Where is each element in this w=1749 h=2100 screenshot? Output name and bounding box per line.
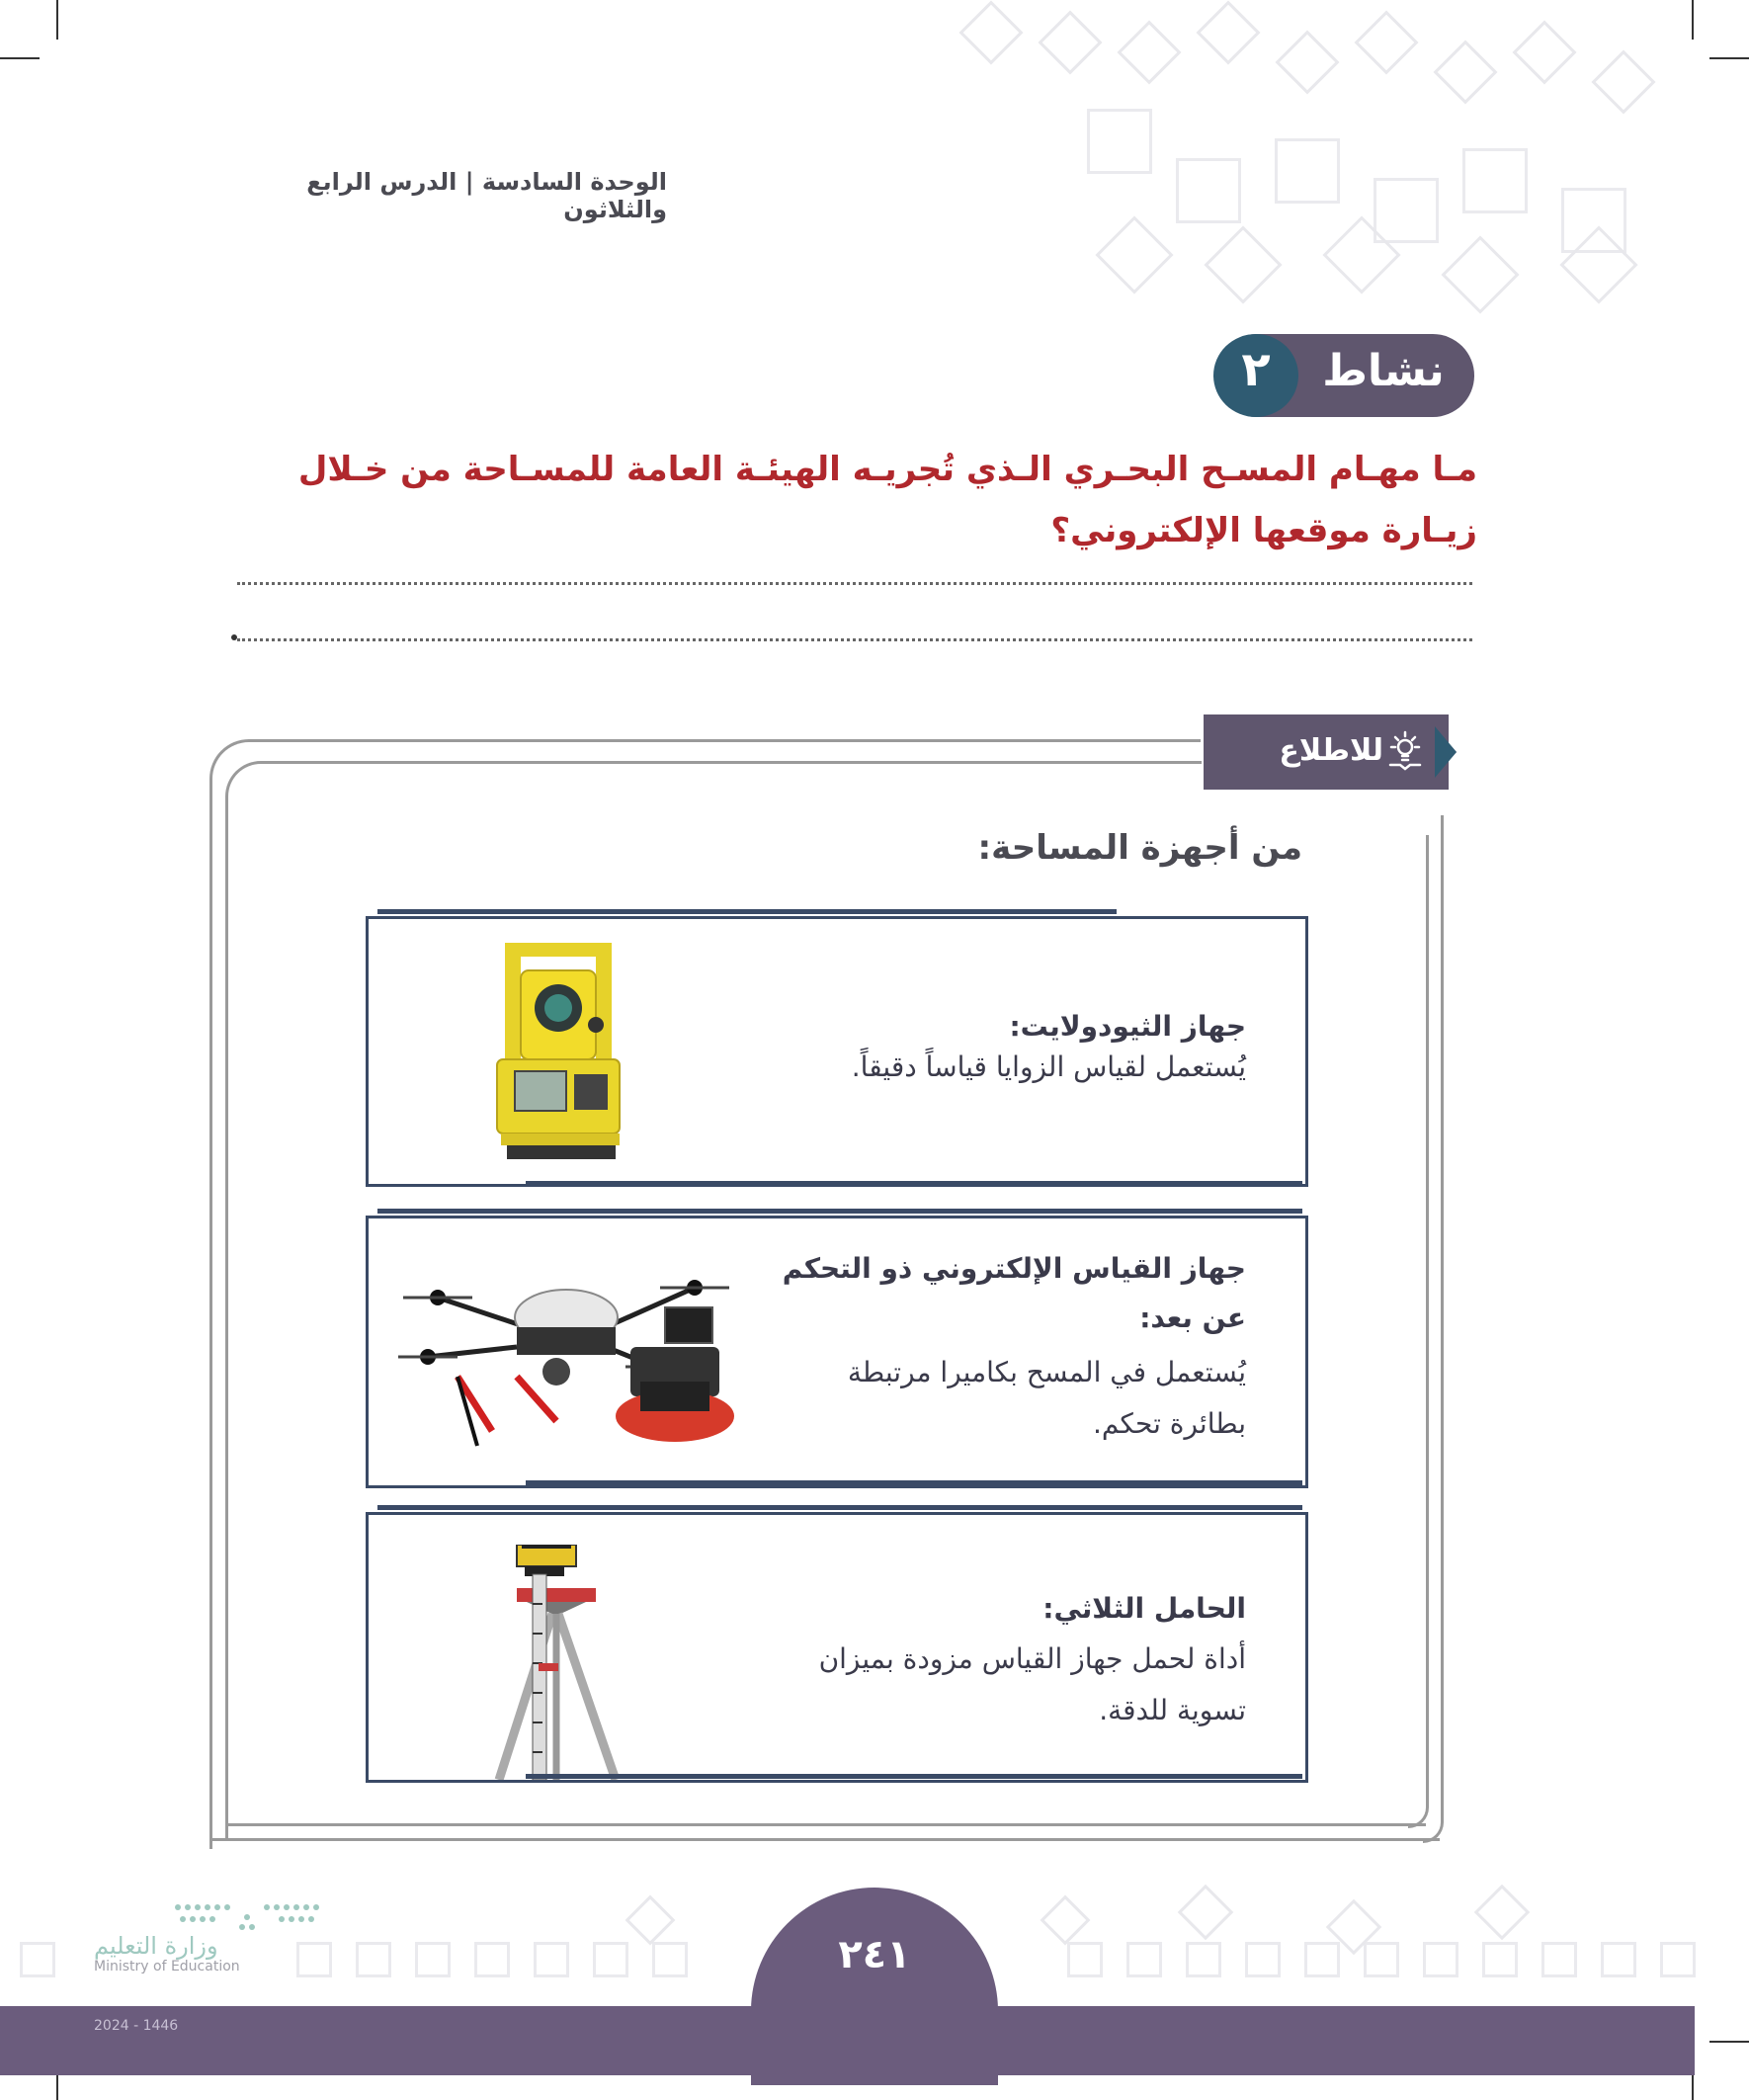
card-accent-bar	[526, 1774, 1302, 1779]
card-accent-bar	[377, 909, 1117, 914]
device-title: جهاز الثيودولايت:	[1009, 1010, 1246, 1043]
card-accent-bar	[526, 1181, 1302, 1186]
info-tab-label: للاطلاع	[1279, 733, 1383, 768]
device-title: جهاز القياس الإلكتروني ذو التحكم عن بعد:	[782, 1252, 1246, 1334]
activity-question: مـا مهـام المسـح البحـري الـذي تُجريـه الهيئـة العامة للمسـاحة من خـلال زيـارة موقعها الإلكتروني؟	[297, 450, 1477, 550]
edition-year: 2024 - 1446	[94, 2018, 179, 2034]
device-description: يُستعمل لقياس الزوايا قياساً دقيقاً.	[851, 1050, 1246, 1083]
bulb-icon	[1385, 729, 1425, 771]
theodolite-image	[487, 941, 635, 1164]
crop-mark	[56, 0, 58, 40]
ministry-name-english: Ministry of Education	[94, 1959, 240, 1974]
crop-mark	[0, 57, 40, 59]
answer-line-dot	[231, 634, 237, 640]
page-number-tab	[751, 1888, 998, 2085]
device-card-drone	[366, 1216, 1308, 1488]
ministry-logo	[168, 1897, 326, 1937]
card-accent-bar	[377, 1505, 1302, 1510]
card-accent-bar	[526, 1480, 1302, 1485]
ministry-name: وزارة التعليم	[94, 1932, 218, 1960]
device-card-tripod	[366, 1512, 1308, 1783]
crop-mark	[1709, 57, 1749, 59]
page-number: ٢٤١	[838, 1932, 911, 1977]
breadcrumb: الوحدة السادسة | الدرس الرابع والثلاثون	[306, 168, 667, 223]
activity-label: نشاط	[1322, 346, 1445, 396]
device-card-theodolite	[366, 916, 1308, 1187]
device-description: أداة لحمل جهاز القياس مزودة بميزان تسوية للدقة.	[818, 1642, 1246, 1726]
card-accent-bar	[377, 1209, 1302, 1214]
answer-line[interactable]	[237, 582, 1472, 585]
device-description: يُستعمل في المسح بكاميرا مرتبطة بطائرة تحكم.	[847, 1356, 1246, 1440]
devices-heading: من أجهزة المساحة:	[977, 828, 1302, 868]
drone-image	[398, 1248, 744, 1461]
crop-mark	[1692, 0, 1694, 40]
device-title: الحامل الثلاثي:	[1042, 1592, 1246, 1625]
crop-mark	[1709, 2041, 1749, 2043]
info-tab-arrow-accent	[1435, 726, 1457, 778]
tripod-image	[477, 1545, 635, 1780]
answer-line[interactable]	[237, 638, 1472, 641]
activity-number: ٢	[1241, 342, 1271, 397]
